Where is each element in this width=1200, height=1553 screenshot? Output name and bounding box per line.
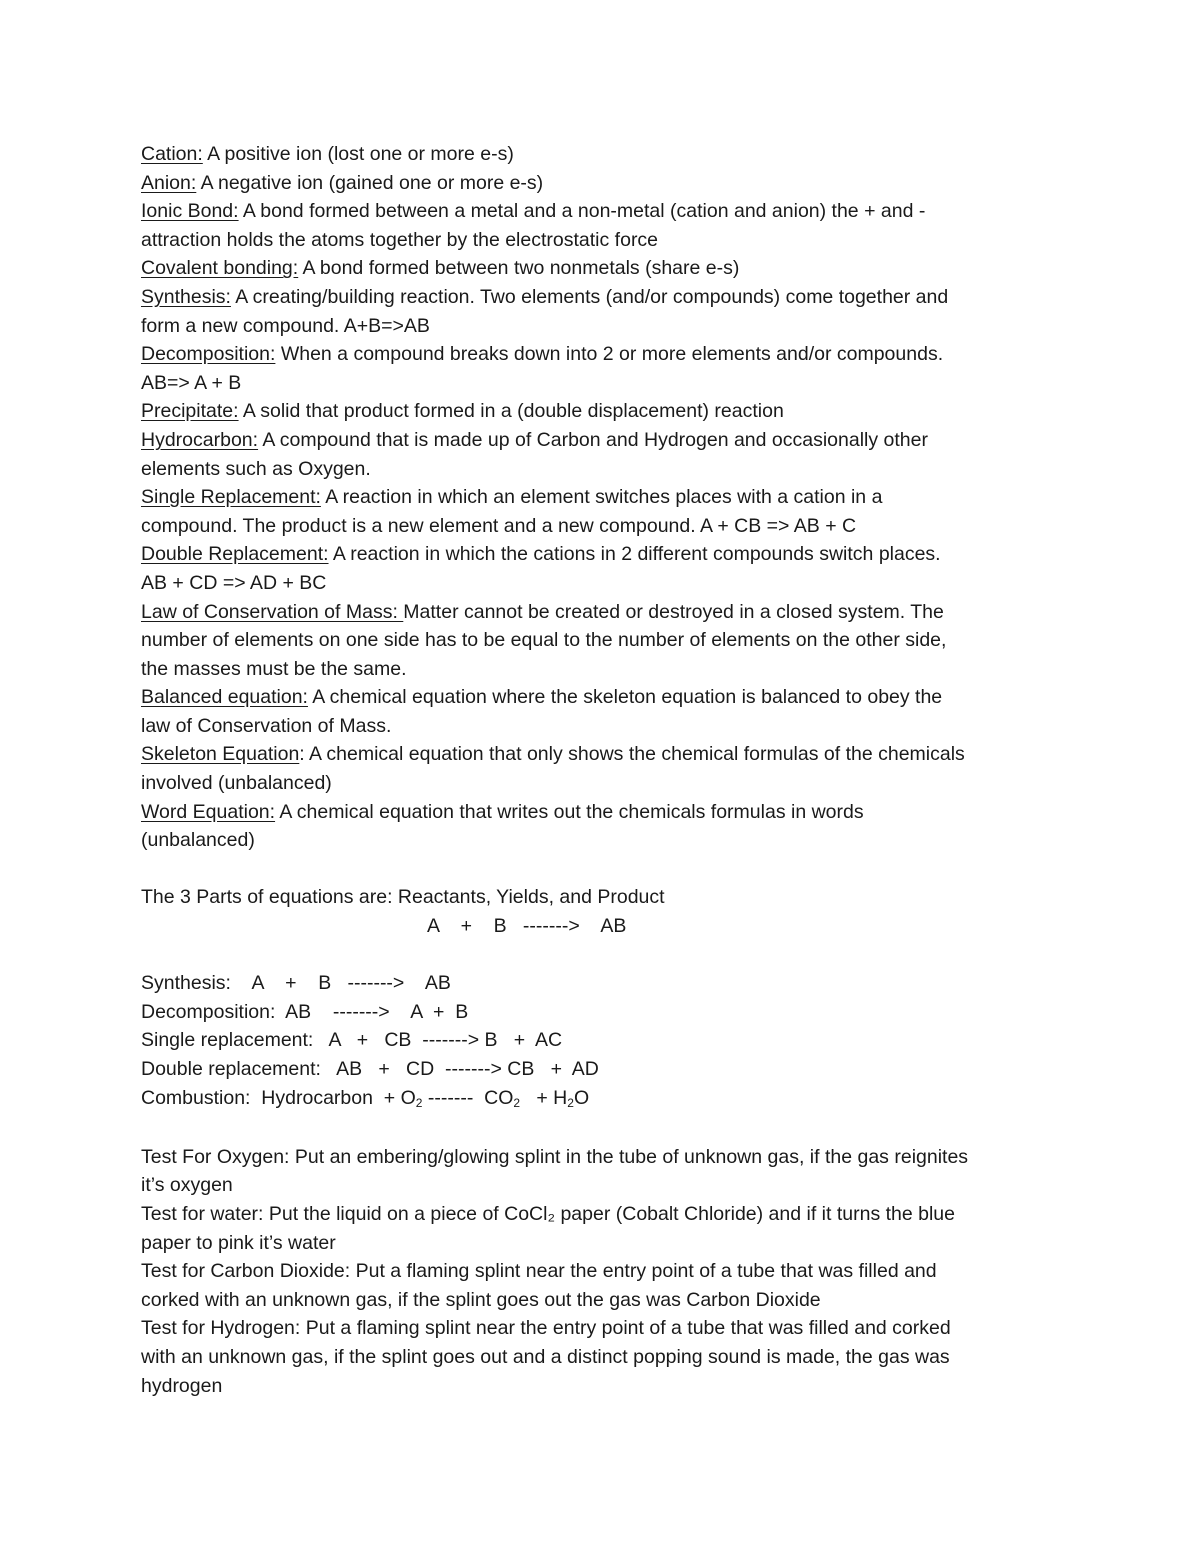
definition-double-replacement xyxy=(141,540,1070,569)
combustion-mid: ------- CO xyxy=(422,1086,514,1109)
term-label: Hydrocarbon: xyxy=(141,428,259,451)
reaction-decomposition: Decomposition: AB -------> A + B xyxy=(141,1000,469,1023)
test-continuation: hydrogen xyxy=(141,1374,223,1397)
definition-skeleton-equation xyxy=(141,740,1070,769)
term-label: Ionic Bond: xyxy=(141,200,239,223)
term-label: Word Equation: xyxy=(141,800,276,823)
test-oxygen: Test For Oxygen: Put an embering/glowing splint in the tube of unknown gas, if the gas reignites xyxy=(141,1145,969,1168)
definition-text: A reaction in which an element switches places with a cation in a xyxy=(320,486,883,509)
definition-continuation: involved (unbalanced) xyxy=(141,772,332,795)
definition-text: A creating/building reaction. Two elements (and/or compounds) come together and xyxy=(230,285,949,308)
combustion-prefix: Combustion: Hydrocarbon + O xyxy=(141,1086,416,1109)
test-continuation: with an unknown gas, if the splint goes out and a distinct popping sound is made, the gas was xyxy=(141,1345,950,1368)
definition-text: : A chemical equation that only shows the chemical formulas of the chemicals xyxy=(299,743,965,766)
definition-text: A negative ion (gained one or more e-s) xyxy=(196,171,544,194)
term-label: Skeleton Equation xyxy=(141,743,300,766)
spacer xyxy=(141,855,1070,884)
definition-word-equation xyxy=(141,798,1070,827)
term-label: Single Replacement: xyxy=(141,486,321,509)
reaction-single-replacement: Single replacement: A + CB -------> B + AC xyxy=(141,1029,563,1052)
definition-synthesis xyxy=(141,283,1070,312)
definition-text: A chemical equation that writes out the chemicals formulas in words xyxy=(275,800,864,823)
test-water: Test for water: Put the liquid on a piece of CoCl₂ paper (Cobalt Chloride) and if it turns the blue xyxy=(141,1202,956,1225)
definition-ionic-bond xyxy=(141,197,1070,226)
subscript: 2 xyxy=(567,1095,574,1110)
definition-cation xyxy=(141,140,1070,169)
definition-decomposition xyxy=(141,340,1070,369)
definition-continuation: form a new compound. A+B=>AB xyxy=(141,314,430,337)
subscript: 2 xyxy=(415,1095,423,1110)
test-continuation: corked with an unknown gas, if the splint goes out the gas was Carbon Dioxide xyxy=(141,1288,821,1311)
definition-conservation-of-mass xyxy=(141,598,1070,627)
spacer xyxy=(141,941,1070,970)
term-label: Cation: xyxy=(141,143,203,165)
definition-text: When a compound breaks down into 2 or more elements and/or compounds. xyxy=(275,343,944,366)
definition-precipitate xyxy=(141,397,1070,426)
definition-single-replacement xyxy=(141,483,1070,512)
reaction-double-replacement: Double replacement: AB + CD -------> CB + AD xyxy=(141,1058,599,1080)
definition-balanced-equation xyxy=(141,683,1070,712)
equation-parts-section xyxy=(141,883,1070,940)
combustion-mid2: + H xyxy=(520,1086,568,1109)
definition-continuation: AB=> A + B xyxy=(141,371,242,394)
equation-parts-heading: The 3 Parts of equations are: Reactants, Yields, and Product xyxy=(141,886,665,909)
term-label: Balanced equation: xyxy=(141,686,308,709)
term-label: Law of Conservation of Mass: xyxy=(141,600,404,623)
definition-continuation: AB + CD => AD + BC xyxy=(141,571,327,594)
definition-anion xyxy=(141,169,1070,198)
definition-text: A chemical equation where the skeleton equation is balanced to obey the xyxy=(307,686,943,709)
combustion-suffix: O xyxy=(573,1086,590,1109)
term-label: Precipitate: xyxy=(141,400,239,423)
term-label: Covalent bonding: xyxy=(141,257,299,280)
definition-continuation: compound. The product is a new element and a new compound. A + CB => AB + C xyxy=(141,514,857,537)
test-hydrogen: Test for Hydrogen: Put a flaming splint near the entry point of a tube that was filled and corked xyxy=(141,1317,951,1340)
definition-text: A bond formed between a metal and a non-metal (cation and anion) the + and - xyxy=(238,200,926,223)
definition-text: Matter cannot be created or destroyed in a closed system. The xyxy=(403,600,944,623)
definition-text: A bond formed between two nonmetals (share e-s) xyxy=(298,257,740,280)
term-label: Double Replacement: xyxy=(141,543,329,566)
test-continuation: paper to pink it’s water xyxy=(141,1231,336,1254)
term-label: Synthesis: xyxy=(141,285,231,308)
definition-hydrocarbon xyxy=(141,426,1070,455)
definition-text: A compound that is made up of Carbon and Hydrogen and occasionally other xyxy=(258,428,928,451)
definition-continuation: attraction holds the atoms together by the electrostatic force xyxy=(141,228,659,251)
definition-text: A reaction in which the cations in 2 different compounds switch places. xyxy=(328,543,941,566)
term-label: Decomposition: xyxy=(141,343,276,366)
definition-continuation: law of Conservation of Mass. xyxy=(141,714,392,737)
definition-continuation: (unbalanced) xyxy=(141,829,255,852)
reaction-combustion xyxy=(141,1084,1070,1115)
test-continuation: it’s oxygen xyxy=(141,1174,233,1197)
definition-text: A positive ion (lost one or more e-s) xyxy=(202,143,514,165)
equation-parts-example: A + B -------> AB xyxy=(427,915,627,938)
reaction-synthesis: Synthesis: A + B -------> AB xyxy=(141,972,451,995)
subscript: 2 xyxy=(513,1095,521,1110)
definition-text: A solid that product formed in a (double displacement) reaction xyxy=(238,400,784,423)
test-carbon-dioxide: Test for Carbon Dioxide: Put a flaming splint near the entry point of a tube that was filled and xyxy=(141,1260,937,1283)
definition-continuation: the masses must be the same. xyxy=(141,657,407,680)
tests-section xyxy=(141,1143,1070,1400)
definitions-section xyxy=(141,140,1070,855)
reaction-types-section xyxy=(141,969,1070,1114)
definition-covalent-bonding xyxy=(141,254,1070,283)
definition-continuation: elements such as Oxygen. xyxy=(141,457,371,480)
term-label: Anion: xyxy=(141,171,197,194)
definition-continuation: number of elements on one side has to be equal to the number of elements on the other side, xyxy=(141,629,947,652)
spacer xyxy=(141,1114,1070,1143)
